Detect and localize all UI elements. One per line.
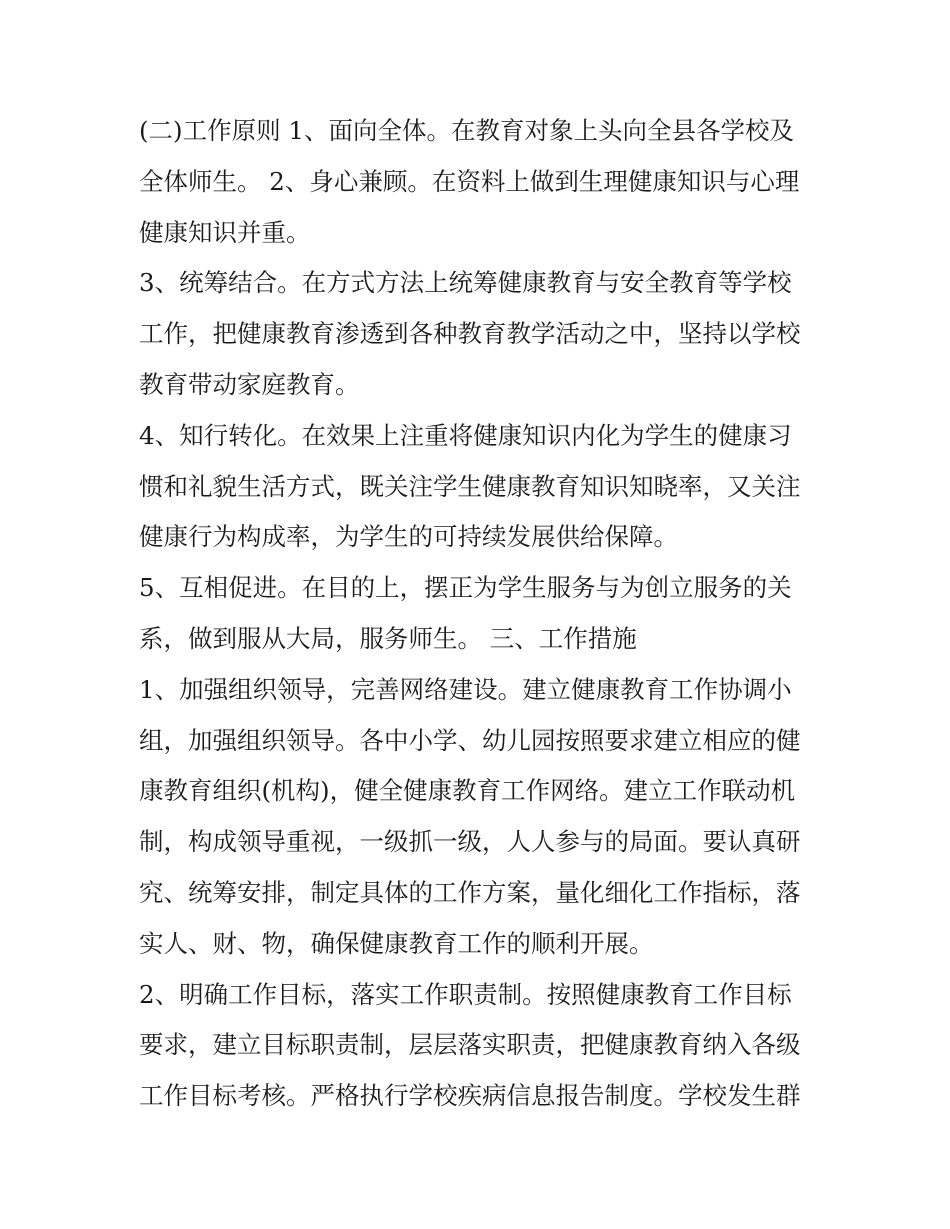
text-line: 5、互相促进。在目的上，摆正为学生服务与为创立服务的关 (139, 573, 792, 603)
text-line: 健康知识并重。 (139, 217, 311, 247)
text-line: 2、明确工作目标，落实工作职责制。按照健康教育工作目标 (139, 979, 792, 1009)
text-line: 康教育组织(机构)，健全健康教育工作网络。建立工作联动机 (139, 776, 796, 806)
text-line: 工作目标考核。严格执行学校疾病信息报告制度。学校发生群 (139, 1081, 801, 1111)
text-line: 1、加强组织领导，完善网络建设。建立健康教育工作协调小 (139, 674, 792, 704)
text-line: 实人、财、物，确保健康教育工作的顺利开展。 (139, 928, 654, 958)
text-line: 3、统筹结合。在方式方法上统筹健康教育与安全教育等学校 (139, 268, 792, 298)
text-line: 究、统筹安排，制定具体的工作方案，量化细化工作指标，落 (139, 877, 801, 907)
text-line: 制，构成领导重视，一级抓一级，人人参与的局面。要认真研 (139, 827, 801, 857)
text-line: (二)工作原则 1、面向全体。在教育对象上头向全县各学校及 (139, 116, 794, 145)
text-line: 惯和礼貌生活方式，既关注学生健康教育知识知晓率，又关注 (139, 471, 801, 501)
text-line: 全体师生。 2、身心兼顾。在资料上做到生理健康知识与心理 (139, 166, 800, 196)
text-line: 教育带动家庭教育。 (139, 369, 360, 399)
text-line: 组，加强组织领导。各中小学、幼儿园按照要求建立相应的健 (139, 725, 801, 755)
text-line: 4、知行转化。在效果上注重将健康知识内化为学生的健康习 (139, 420, 792, 450)
text-line: 系，做到服从大局，服务师生。 三、工作措施 (139, 623, 637, 653)
text-line: 工作，把健康教育渗透到各种教育教学活动之中，坚持以学校 (139, 319, 801, 349)
text-line: 要求，建立目标职责制，层层落实职责，把健康教育纳入各级 (139, 1030, 801, 1060)
document-body (139, 106, 819, 1122)
text-line: 健康行为构成率，为学生的可持续发展供给保障。 (139, 522, 678, 552)
